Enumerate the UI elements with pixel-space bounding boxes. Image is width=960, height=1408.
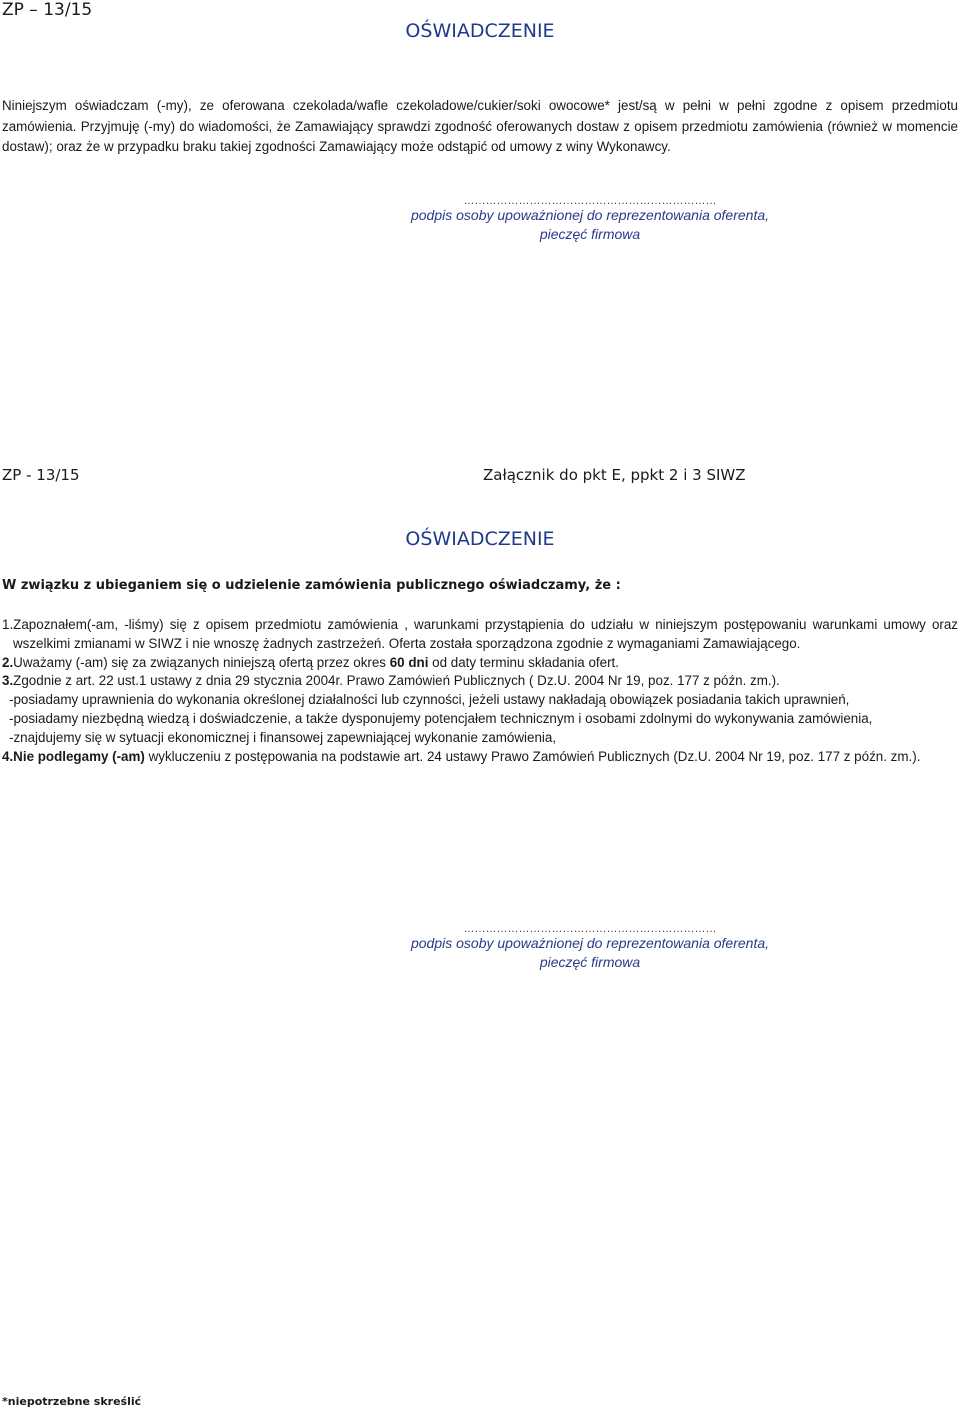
statement-list bbox=[2, 616, 958, 766]
list-subitem: -posiadamy uprawnienia do wykonania określonej działalności lub czynności, jeżeli ustawy nakładają obowiązek posiadania takich uprawnień, bbox=[9, 692, 850, 708]
document-reference-2: ZP - 13/15 bbox=[2, 466, 80, 484]
footnote: *niepotrzebne skreślić bbox=[2, 1395, 142, 1408]
signature-caption: podpis osoby upoważnionej do reprezentowania oferenta, bbox=[410, 935, 770, 951]
signature-stamp-caption: pieczęć firmowa bbox=[539, 954, 641, 970]
document-reference: ZP – 13/15 bbox=[2, 0, 93, 20]
signature-block-2 bbox=[340, 924, 840, 972]
list-item: 3.Zgodnie z art. 22 ust.1 ustawy z dnia 29 stycznia 2004r. Prawo Zamówień Publicznych ( Dz.U. 2004 Nr 19, poz. 177 z późn. zm.). bbox=[2, 673, 780, 689]
signature-block bbox=[340, 196, 840, 244]
annex-label: Załącznik do pkt E, ppkt 2 i 3 SIWZ bbox=[483, 466, 746, 484]
signature-caption: podpis osoby upoważnionej do reprezentowania oferenta, bbox=[410, 207, 770, 223]
statement-title-2: OŚWIADCZENIE bbox=[405, 528, 555, 550]
statement-intro: W związku z ubieganiem się o udzielenie zamówienia publicznego oświadczamy, że : bbox=[2, 578, 621, 593]
statement-paragraph: Niniejszym oświadczam (-my), ze oferowana czekolada/wafle czekoladowe/cukier/soki owocowe* jest/są w pełni w pełni zgodne z opisem przedmiotu zamówienia. Przyjmuję (-my) do wiadomości, że Zamawiający sprawdzi zgodność oferowanych dostaw z opisem przedmiotu zamówienia (również w momencie dostaw); oraz że w przypadku braku takiej zgodności Zamawiający może odstąpić od umowy z winy Wykonawcy. bbox=[2, 98, 958, 154]
signature-stamp-caption: pieczęć firmowa bbox=[539, 226, 641, 242]
statement-title: OŚWIADCZENIE bbox=[405, 20, 555, 42]
list-item: 4.Nie podlegamy (-am) wykluczeniu z postępowania na podstawie art. 24 ustawy Prawo Zamówień Publicznych (Dz.U. 2004 Nr 19, poz. 177 z późn. zm.). bbox=[2, 748, 921, 764]
list-item: 2.Uważamy (-am) się za związanych niniejszą ofertą przez okres 60 dni od daty terminu składania ofert. bbox=[2, 654, 619, 670]
signature-dots: …………………………………………………………… bbox=[463, 923, 717, 935]
list-subitem: -posiadamy niezbędną wiedzą i doświadczenie, a także dysponujemy potencjałem technicznym i osobami zdolnymi do wykonywania zamówienia, bbox=[9, 710, 873, 726]
signature-dots: …………………………………………………………… bbox=[463, 195, 717, 207]
list-item: 1.Zapoznałem(-am, -liśmy) się z opisem przedmiotu zamówienia , warunkami przystąpienia do udziału w niniejszym postępowaniu warunkami umowy oraz wszelkimi zmianami w SIWZ i nie wnoszę żadnych zastrzeżeń. Oferta została sporządzona zgodnie z wymaganiami Zamawiającego. bbox=[2, 617, 958, 651]
list-subitem: -znajdujemy się w sytuacji ekonomicznej i finansowej zapewniającej wykonanie zamówienia, bbox=[9, 729, 557, 745]
